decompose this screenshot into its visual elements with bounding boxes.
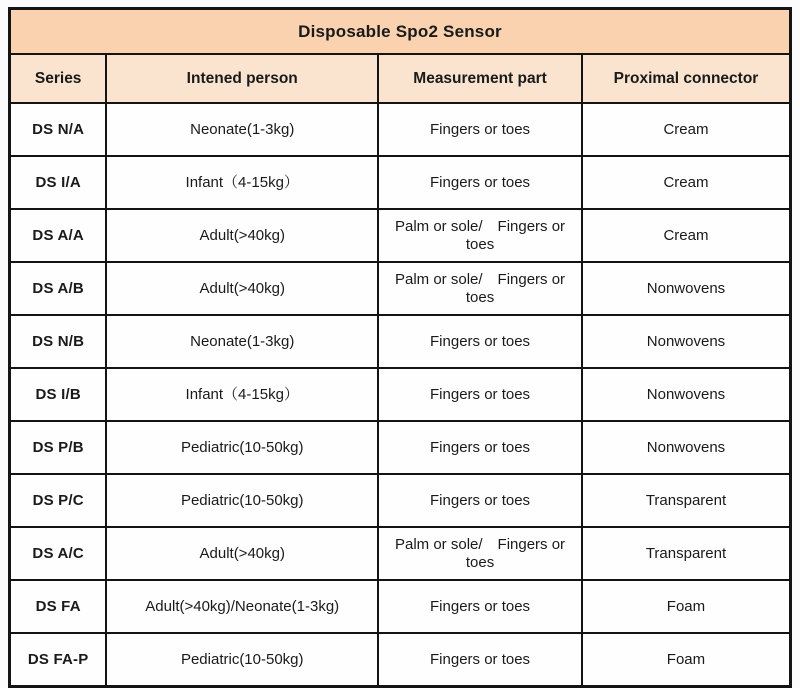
- spo2-sensor-table: [8, 7, 792, 688]
- table-row: [10, 580, 791, 633]
- table-row: [10, 368, 791, 421]
- intended-person-cell: Adult(>40kg)/Neonate(1-3kg): [106, 580, 378, 633]
- proximal-connector-cell: Cream: [582, 156, 791, 209]
- measurement-part-cell: Palm or sole/ Fingers or toes: [378, 262, 582, 315]
- measurement-part-cell: Fingers or toes: [378, 156, 582, 209]
- column-header-measurement-part: Measurement part: [378, 54, 582, 103]
- intended-person-cell: Neonate(1-3kg): [106, 315, 378, 368]
- series-cell: DS P/B: [10, 421, 107, 474]
- measurement-part-cell: Palm or sole/ Fingers or toes: [378, 527, 582, 580]
- table-row: [10, 527, 791, 580]
- series-cell: DS I/A: [10, 156, 107, 209]
- measurement-part-cell: Palm or sole/ Fingers or toes: [378, 209, 582, 262]
- header-row: [10, 54, 791, 103]
- proximal-connector-cell: Cream: [582, 209, 791, 262]
- column-header-intended-person: Intened person: [106, 54, 378, 103]
- series-cell: DS A/B: [10, 262, 107, 315]
- table-title: Disposable Spo2 Sensor: [10, 9, 791, 55]
- intended-person-cell: Adult(>40kg): [106, 209, 378, 262]
- proximal-connector-cell: Transparent: [582, 474, 791, 527]
- series-cell: DS N/A: [10, 103, 107, 156]
- proximal-connector-cell: Transparent: [582, 527, 791, 580]
- table-row: [10, 103, 791, 156]
- column-header-series: Series: [10, 54, 107, 103]
- measurement-part-cell: Fingers or toes: [378, 315, 582, 368]
- table-row: [10, 315, 791, 368]
- proximal-connector-cell: Nonwovens: [582, 368, 791, 421]
- table-row: [10, 421, 791, 474]
- series-cell: DS A/A: [10, 209, 107, 262]
- intended-person-cell: Pediatric(10-50kg): [106, 421, 378, 474]
- proximal-connector-cell: Nonwovens: [582, 262, 791, 315]
- intended-person-cell: Pediatric(10-50kg): [106, 474, 378, 527]
- proximal-connector-cell: Nonwovens: [582, 421, 791, 474]
- measurement-part-cell: Fingers or toes: [378, 368, 582, 421]
- table-head: [10, 9, 791, 104]
- proximal-connector-cell: Foam: [582, 633, 791, 687]
- measurement-part-cell: Fingers or toes: [378, 103, 582, 156]
- table-row: [10, 262, 791, 315]
- series-cell: DS P/C: [10, 474, 107, 527]
- measurement-part-cell: Fingers or toes: [378, 421, 582, 474]
- measurement-part-cell: Fingers or toes: [378, 580, 582, 633]
- measurement-part-cell: Fingers or toes: [378, 474, 582, 527]
- series-cell: DS FA: [10, 580, 107, 633]
- title-row: [10, 9, 791, 55]
- table-body: [10, 103, 791, 687]
- intended-person-cell: Adult(>40kg): [106, 262, 378, 315]
- measurement-part-cell: Fingers or toes: [378, 633, 582, 687]
- series-cell: DS N/B: [10, 315, 107, 368]
- proximal-connector-cell: Nonwovens: [582, 315, 791, 368]
- series-cell: DS FA-P: [10, 633, 107, 687]
- table-row: [10, 156, 791, 209]
- table-row: [10, 633, 791, 687]
- series-cell: DS I/B: [10, 368, 107, 421]
- intended-person-cell: Adult(>40kg): [106, 527, 378, 580]
- intended-person-cell: Neonate(1-3kg): [106, 103, 378, 156]
- column-header-proximal-connector: Proximal connector: [582, 54, 791, 103]
- proximal-connector-cell: Foam: [582, 580, 791, 633]
- proximal-connector-cell: Cream: [582, 103, 791, 156]
- intended-person-cell: Infant（4-15kg）: [106, 156, 378, 209]
- series-cell: DS A/C: [10, 527, 107, 580]
- intended-person-cell: Pediatric(10-50kg): [106, 633, 378, 687]
- intended-person-cell: Infant（4-15kg）: [106, 368, 378, 421]
- table-row: [10, 209, 791, 262]
- table-row: [10, 474, 791, 527]
